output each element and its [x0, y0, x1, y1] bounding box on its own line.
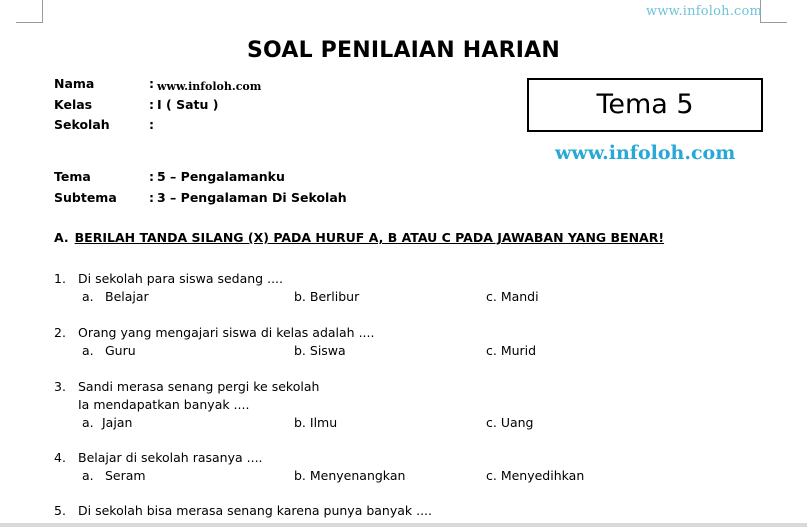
- option-a-letter: a.: [82, 415, 94, 430]
- option-a-letter: a.: [82, 343, 94, 358]
- option-a: Jajan: [102, 415, 133, 430]
- option-b: b. Ilmu: [294, 415, 338, 430]
- kelas-value: I ( Satu ): [157, 97, 219, 112]
- watermark-top: www.infoloh.com: [646, 4, 763, 19]
- question-number: 1.: [54, 271, 66, 286]
- question-text: Sandi merasa senang pergi ke sekolah: [78, 379, 320, 394]
- question-text: Belajar di sekolah rasanya ....: [78, 450, 263, 465]
- nama-separator: :: [149, 76, 154, 91]
- option-b: b. Berlibur: [294, 289, 360, 304]
- option-b: b. Siswa: [294, 343, 346, 358]
- option-a: Belajar: [105, 289, 149, 304]
- subtema-label: Subtema: [54, 190, 117, 205]
- option-c: c. Murid: [486, 343, 537, 358]
- question-text: Di sekolah bisa merasa senang karena punya banyak ....: [78, 503, 433, 518]
- question-number: 4.: [54, 450, 66, 465]
- tema-separator: :: [149, 169, 154, 184]
- option-c: c. Mandi: [486, 289, 539, 304]
- option-c: c. Uang: [486, 415, 534, 430]
- page-bottom-edge: [0, 523, 807, 527]
- question-text: Orang yang mengajari siswa di kelas adalah ....: [78, 325, 375, 340]
- question-number: 5.: [54, 503, 66, 518]
- option-a-letter: a.: [82, 289, 94, 304]
- option-a: Guru: [105, 343, 136, 358]
- option-a: Seram: [105, 468, 146, 483]
- instruction-letter: A.: [54, 230, 69, 245]
- subtema-separator: :: [149, 190, 154, 205]
- option-b: b. Menyenangkan: [294, 468, 406, 483]
- question-number: 2.: [54, 325, 66, 340]
- kelas-separator: :: [149, 97, 154, 112]
- kelas-label: Kelas: [54, 97, 93, 112]
- tema-box: Tema 5: [527, 78, 763, 132]
- option-c: c. Menyedihkan: [486, 468, 585, 483]
- question-text-line-2: Ia mendapatkan banyak ....: [78, 397, 250, 412]
- crop-mark-top-left: [16, 0, 43, 23]
- option-a-letter: a.: [82, 468, 94, 483]
- watermark-middle: www.infoloh.com: [555, 142, 736, 164]
- tema-value: 5 – Pengalamanku: [157, 169, 285, 184]
- document-title: SOAL PENILAIAN HARIAN: [247, 38, 560, 63]
- instruction: [54, 230, 664, 245]
- question-text: Di sekolah para siswa sedang ....: [78, 271, 283, 286]
- sekolah-label: Sekolah: [54, 117, 110, 132]
- nama-value: www.infoloh.com: [157, 80, 262, 93]
- tema-label: Tema: [54, 169, 91, 184]
- question-number: 3.: [54, 379, 66, 394]
- nama-label: Nama: [54, 76, 95, 91]
- sekolah-separator: :: [149, 117, 154, 132]
- instruction-text: BERILAH TANDA SILANG (X) PADA HURUF A, B ATAU C PADA JAWABAN YANG BENAR!: [74, 230, 665, 245]
- subtema-value: 3 – Pengalaman Di Sekolah: [157, 190, 347, 205]
- crop-mark-top-right: [760, 0, 787, 23]
